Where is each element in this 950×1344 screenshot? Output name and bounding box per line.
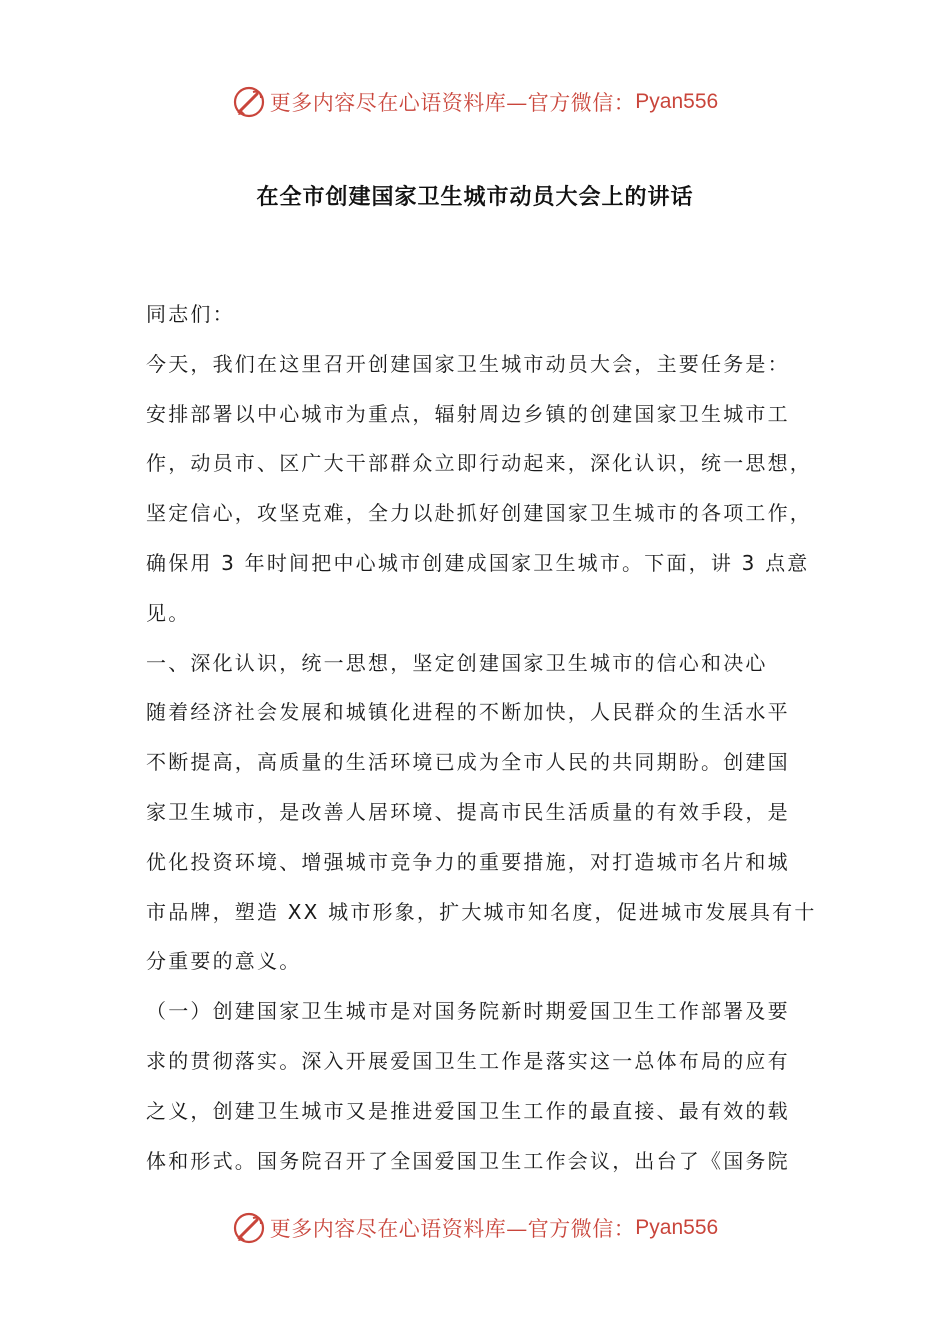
pen-logo-icon xyxy=(232,85,266,119)
body-line: 作，动员市、区广大干部群众立即行动起来，深化认识，统一思想， xyxy=(146,451,812,476)
body-line: 坚定信心，攻坚克难，全力以赴抓好创建国家卫生城市的各项工作， xyxy=(146,501,812,526)
body-line: 同志们： xyxy=(146,302,235,326)
body-line: 随着经济社会发展和城镇化进程的不断加快，人民群众的生活水平 xyxy=(146,700,790,725)
body-line: 确保用 3 年时间把中心城市创建成国家卫生城市。下面，讲 3 点意 xyxy=(146,550,810,575)
body-line: 见。 xyxy=(146,600,191,625)
body-line: 市品牌，塑造 XX 城市形象，扩大城市知名度，促进城市发展具有十 xyxy=(146,899,817,924)
body-line: （一）创建国家卫生城市是对国务院新时期爱国卫生工作部署及要 xyxy=(146,999,790,1024)
body-line: 安排部署以中心城市为重点，辐射周边乡镇的创建国家卫生城市工 xyxy=(146,401,790,426)
watermark-text: 更多内容尽在心语资料库—官方微信： xyxy=(269,1217,636,1241)
body-line: 不断提高，高质量的生活环境已成为全市人民的共同期盼。创建国 xyxy=(146,750,790,775)
watermark-wechat-id: Pyan556 xyxy=(635,90,719,113)
watermark-wechat-id: Pyan556 xyxy=(635,1216,719,1239)
footer-watermark xyxy=(0,1208,950,1248)
body-line: 优化投资环境、增强城市竞争力的重要措施，对打造城市名片和城 xyxy=(146,849,790,874)
body-line: 家卫生城市，是改善人居环境、提高市民生活质量的有效手段，是 xyxy=(146,799,790,824)
pen-logo-icon xyxy=(232,1211,266,1245)
document-body xyxy=(146,290,826,1186)
header-watermark xyxy=(0,82,950,122)
body-line: 求的贯彻落实。深入开展爱国卫生工作是落实这一总体布局的应有 xyxy=(146,1048,790,1073)
watermark-text: 更多内容尽在心语资料库—官方微信： xyxy=(269,91,636,115)
body-line: 分重要的意义。 xyxy=(146,949,302,974)
document-title: 在全市创建国家卫生城市动员大会上的讲话 xyxy=(256,185,694,210)
section-heading: 一、深化认识，统一思想，坚定创建国家卫生城市的信心和决心 xyxy=(146,650,768,675)
body-line: 体和形式。国务院召开了全国爱国卫生工作会议，出台了《国务院 xyxy=(146,1148,790,1173)
body-line: 之义，创建卫生城市又是推进爱国卫生工作的最直接、最有效的载 xyxy=(146,1098,790,1123)
body-line: 今天，我们在这里召开创建国家卫生城市动员大会，主要任务是： xyxy=(146,351,790,376)
